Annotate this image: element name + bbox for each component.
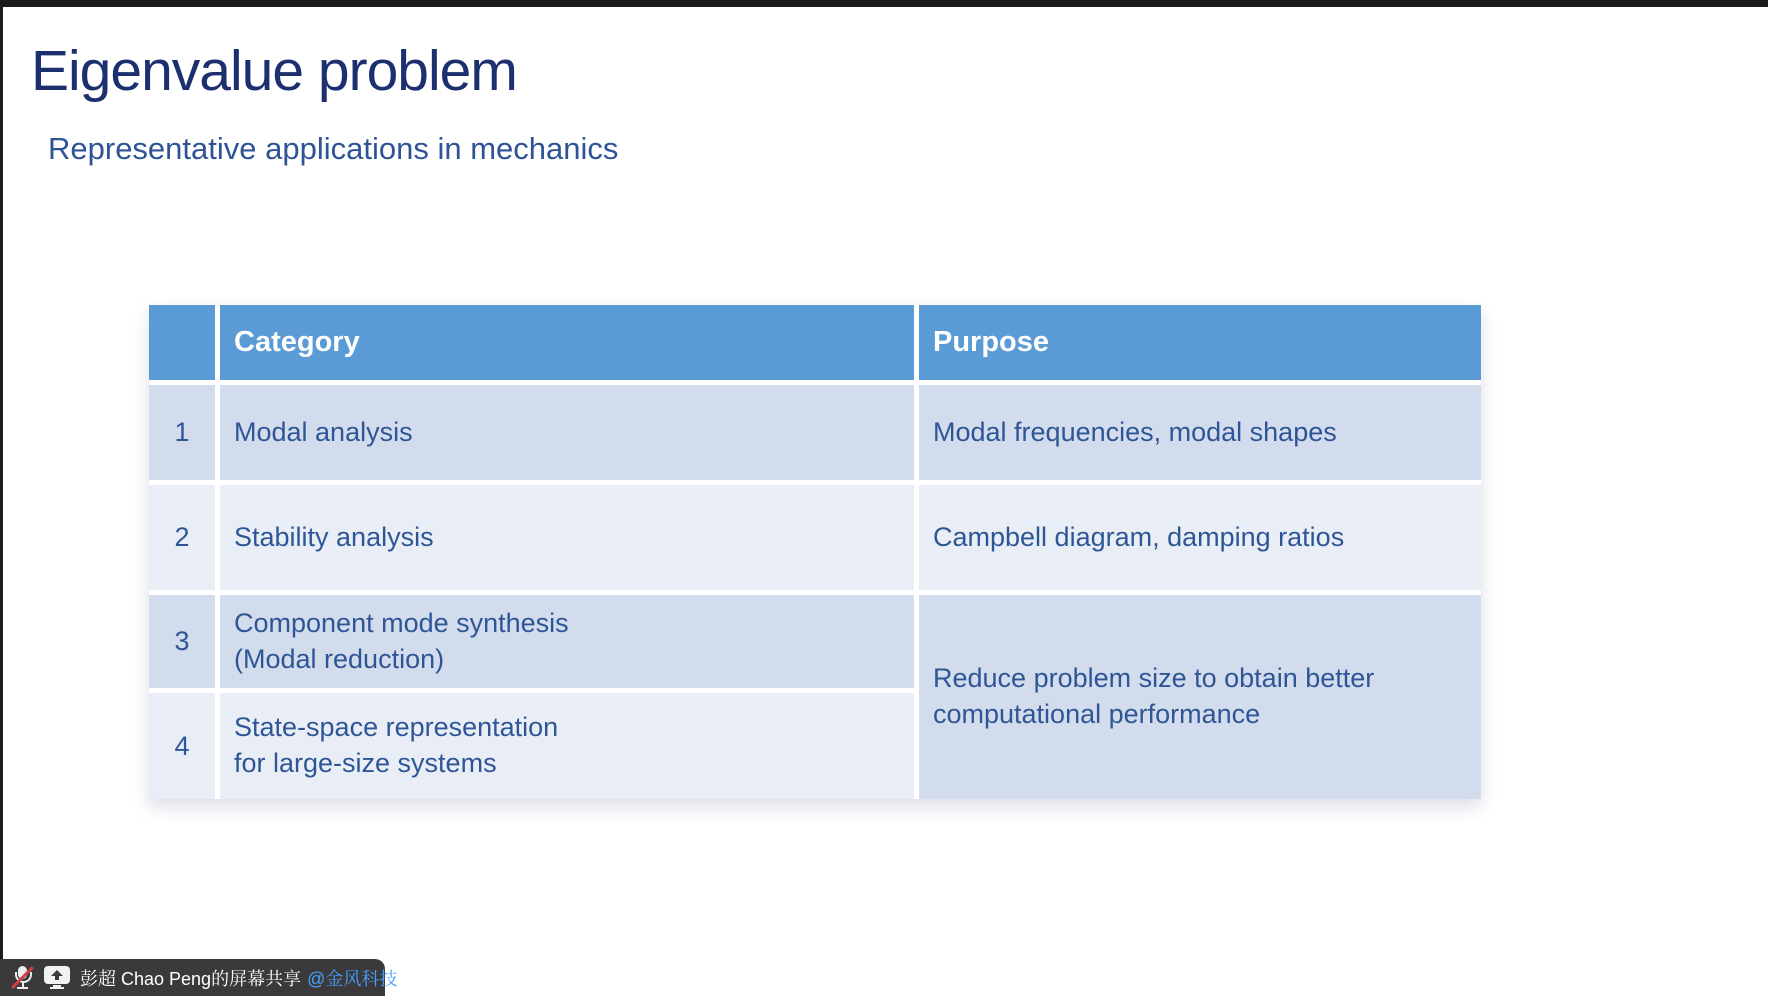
header-purpose-cell: Purpose bbox=[919, 305, 1481, 380]
slide-title: Eigenvalue problem bbox=[31, 39, 517, 103]
slide-subtitle: Representative applications in mechanics bbox=[48, 131, 619, 166]
header-category-cell: Category bbox=[220, 305, 914, 380]
merged-purpose-line2: computational performance bbox=[933, 699, 1261, 729]
applications-table bbox=[149, 305, 1481, 799]
row-4-number: 4 bbox=[149, 693, 215, 799]
row-2-category-text: Stability analysis bbox=[234, 522, 434, 552]
row-1-category: Modal analysis bbox=[220, 385, 914, 480]
row-3-category bbox=[220, 595, 914, 688]
screen-share-status-bar bbox=[0, 959, 398, 996]
row-2-number: 2 bbox=[149, 485, 215, 590]
row-4-category-line1: State-space representation bbox=[234, 712, 559, 743]
merged-purpose-line1: Reduce problem size to obtain better bbox=[933, 663, 1375, 694]
row-2-category bbox=[220, 485, 914, 590]
header-index-cell bbox=[149, 305, 215, 380]
muted-microphone-icon bbox=[11, 964, 33, 991]
share-bar-presenter-text: 彭超 Chao Peng的屏幕共享 bbox=[80, 968, 302, 989]
window-left-border bbox=[0, 0, 3, 996]
row-3-category-line2: (Modal reduction) bbox=[234, 643, 445, 674]
window-top-border bbox=[0, 0, 1768, 7]
row-1-purpose: Modal frequencies, modal shapes bbox=[919, 385, 1481, 480]
row-3-number: 3 bbox=[149, 595, 215, 688]
row-4-category bbox=[220, 693, 914, 799]
rows-3-4-merged-purpose bbox=[919, 595, 1481, 799]
row-4-category-line2: for large-size systems bbox=[234, 748, 497, 778]
row-1-number: 1 bbox=[149, 385, 215, 480]
row-3-category-line1: Component mode synthesis bbox=[234, 607, 569, 638]
share-bar-mention-link[interactable]: @金风科技 bbox=[307, 968, 398, 989]
screen-share-icon bbox=[44, 965, 71, 990]
row-2-purpose: Campbell diagram, damping ratios bbox=[919, 485, 1481, 590]
